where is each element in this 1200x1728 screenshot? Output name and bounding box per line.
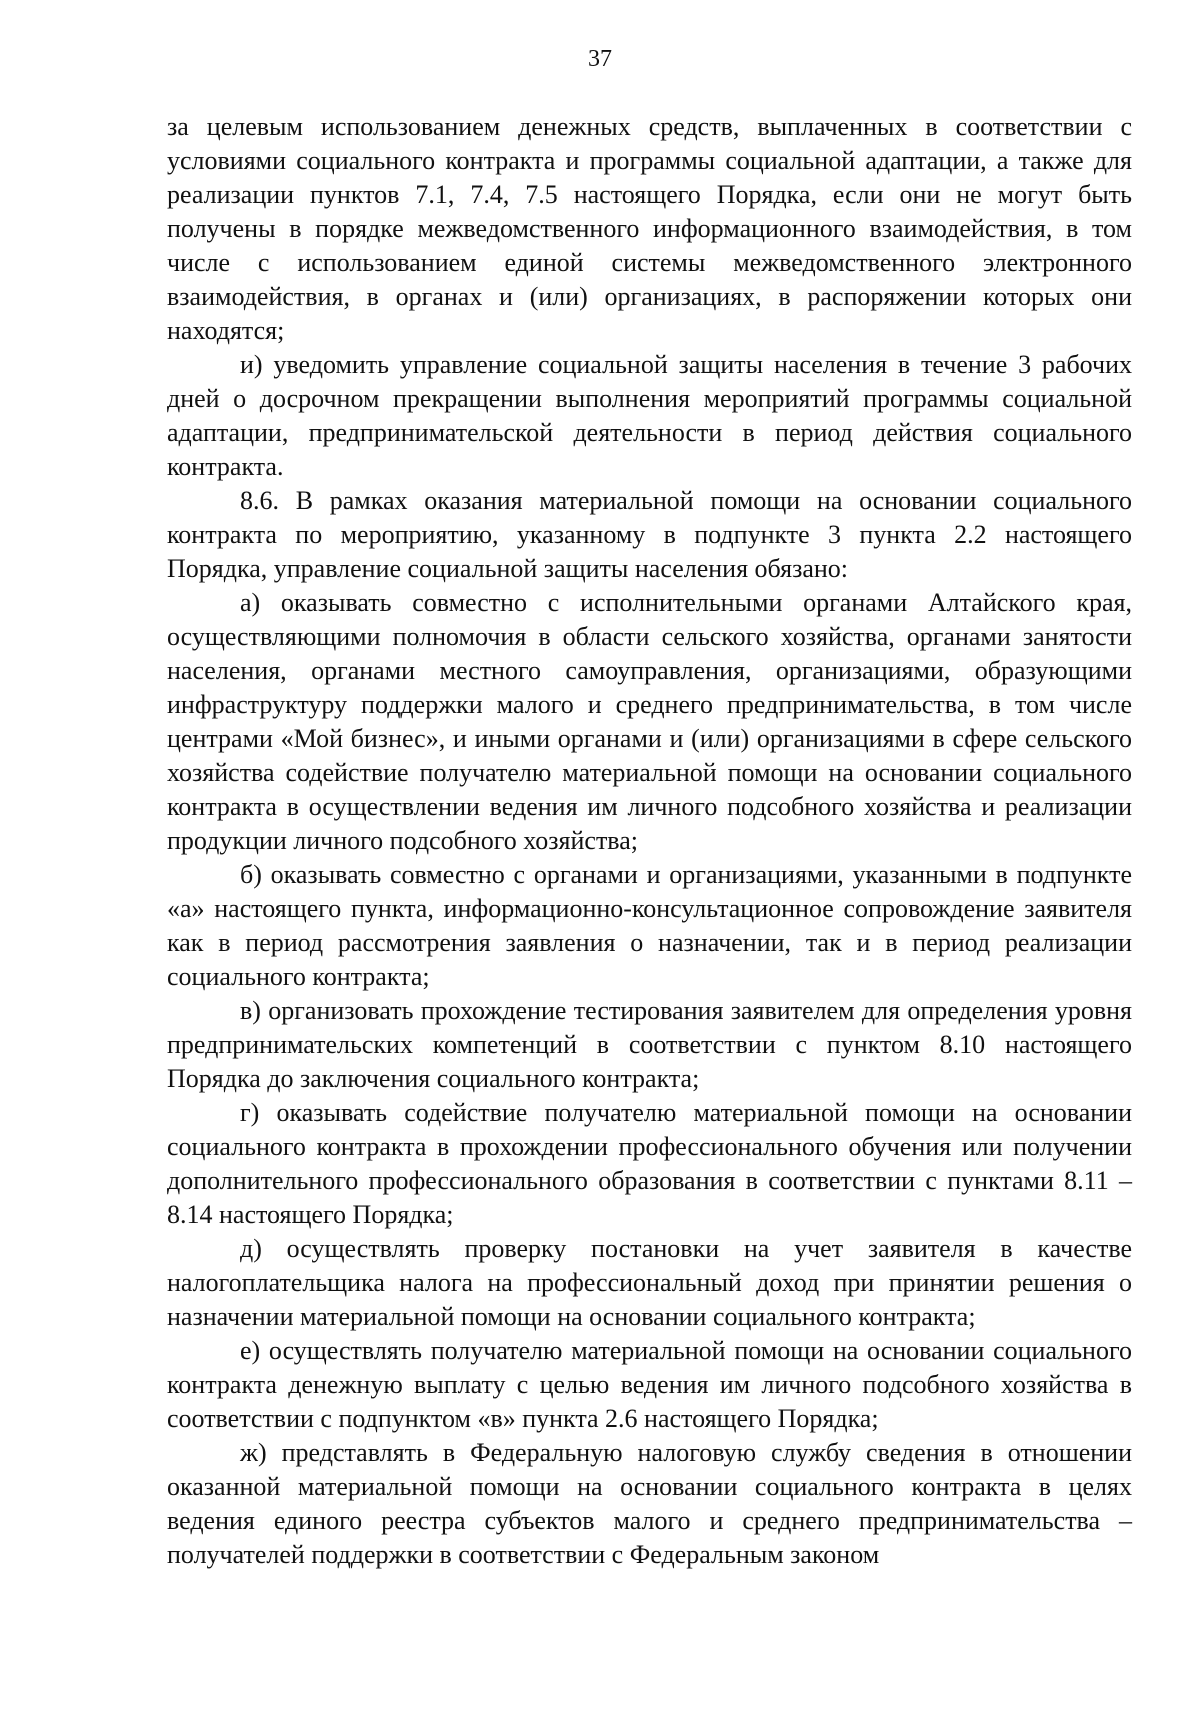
paragraph-item-d: д) осуществлять проверку постановки на учет заявителя в качестве налогоплательщика налога на профессиональный доход при принятии решения о назначении материальной помощи на основании социального контракта; bbox=[167, 1234, 1132, 1331]
document-body bbox=[167, 110, 1132, 1572]
paragraph-item-v: в) организовать прохождение тестирования заявителем для определения уровня предпринимательских компетенций в соответствии с пунктом 8.10 настоящего Порядка до заключения социального контракта; bbox=[167, 996, 1132, 1093]
paragraph-item-b: б) оказывать совместно с органами и организациями, указанными в подпункте «а» настоящего пункта, информационно-консультационное сопровождение заявителя как в период рассмотрения заявления о назначении, так и в период реализации социального контракта; bbox=[167, 860, 1132, 991]
paragraph-item-zh: ж) представлять в Федеральную налоговую службу сведения в отношении оказанной материальной помощи на основании социального контракта в целях ведения единого реестра субъектов малого и среднего предпринимательства – получателей поддержки в соответствии с Федеральным законом bbox=[167, 1438, 1132, 1569]
paragraph-item-g: г) оказывать содействие получателю материальной помощи на основании социального контракта в прохождении профессионального обучения или получении дополнительного профессионального образования в соответствии с пунктами 8.11 – 8.14 настоящего Порядка; bbox=[167, 1098, 1132, 1229]
paragraph-item-e: е) осуществлять получателю материальной помощи на основании социального контракта денежную выплату с целью ведения им личного подсобного хозяйства в соответствии с подпунктом «в» пункта 2.6 настоящего Порядка; bbox=[167, 1336, 1132, 1433]
paragraph-item-i: и) уведомить управление социальной защиты населения в течение 3 рабочих дней о досрочном прекращении выполнения мероприятий программы социальной адаптации, предпринимательской деятельности в период действия социального контракта. bbox=[167, 350, 1132, 481]
paragraph-continuation: за целевым использованием денежных средств, выплаченных в соответствии с условиями социального контракта и программы социальной адаптации, а также для реализации пунктов 7.1, 7.4, 7.5 настоящего Порядка, если они не могут быть получены в порядке межведомственного информационного взаимодействия, в том числе с использованием единой системы межведомственного электронного взаимодействия, в органах и (или) организациях, в распоряжении которых они находятся; bbox=[167, 112, 1132, 345]
page-number: 37 bbox=[588, 46, 612, 72]
paragraph-item-a: а) оказывать совместно с исполнительными органами Алтайского края, осуществляющими полномочия в области сельского хозяйства, органами занятости населения, органами местного самоуправления, организациями, образующими инфраструктуру поддержки малого и среднего предпринимательства, в том числе центрами «Мой бизнес», и иными органами и (или) организациями в сфере сельского хозяйства содействие получателю материальной помощи на основании социального контракта в осуществлении ведения им личного подсобного хозяйства и реализации продукции личного подсобного хозяйства; bbox=[167, 588, 1132, 855]
paragraph-clause-8-6: 8.6. В рамках оказания материальной помощи на основании социального контракта по мероприятию, указанному в подпункте 3 пункта 2.2 настоящего Порядка, управление социальной защиты населения обязано: bbox=[167, 486, 1132, 583]
